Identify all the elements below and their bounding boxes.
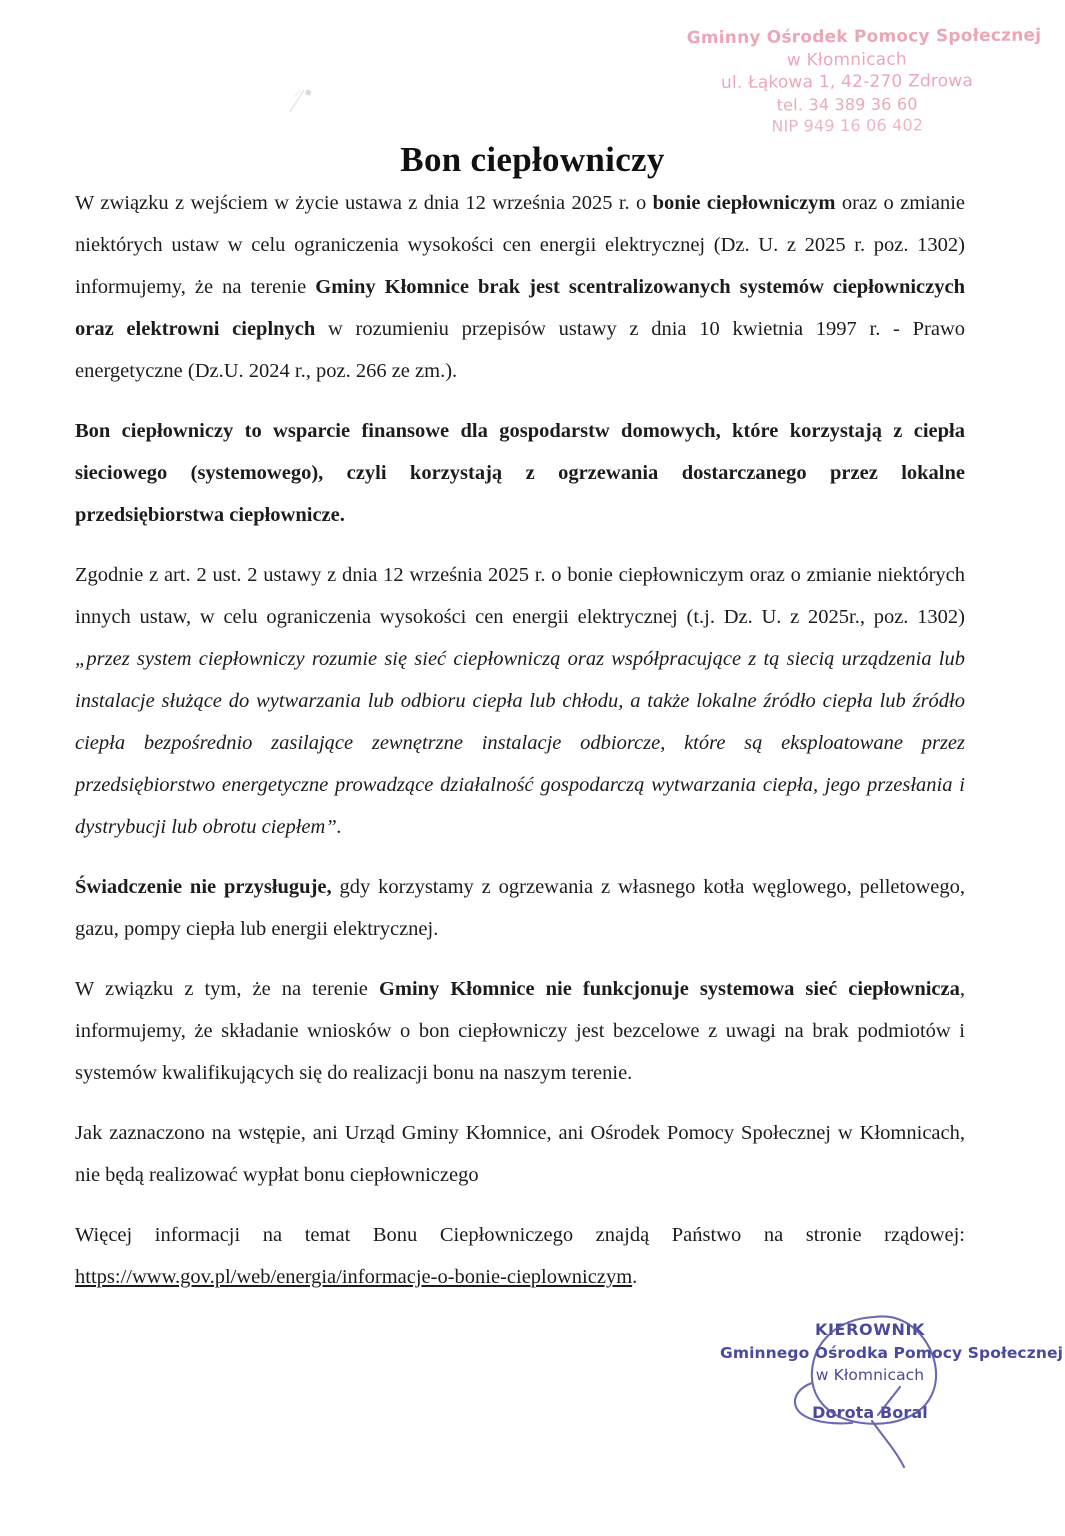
paragraph-intro [75,182,965,392]
office-stamp-address: ul. Łąkowa 1, 42-270 Zdrowa [720,71,974,94]
gov-info-link[interactable]: https://www.gov.pl/web/energia/informacje-o-bonie-cieplowniczym [75,1266,633,1288]
paragraph-no-payouts: Jak zaznaczono na wstępie, ani Urząd Gminy Kłomnice, ani Ośrodek Pomocy Społecznej w Kłomnicach, nie będą realizować wypłat bonu ciepłowniczego [75,1122,965,1186]
office-stamp-name: Gminny Ośrodek Pomocy Społecznej [686,25,1042,49]
p3-seg2-italic-quote: „przez system ciepłowniczy rozumie się sieć ciepłowniczą oraz współpracujące z tą siecią urządzenia lub instalacje służące do wytwarzania lub odbioru ciepła lub chłodu, a także lokalne źródło ciepła lub źródło ciepła bezpośrednio zasilające zewnętrzne instalacje odbiorcze, które są eksploatowane przez przedsiębiorstwo energetyczne prowadzące działalność gospodarczą wytwarzania ciepła, jego przesłania i dystrybucji lub obrotu ciepłem”. [75,648,965,838]
signature-stamp-organization: Gminnego Ośrodka Pomocy Społecznej [720,1343,1063,1362]
office-stamp-phone: tel. 34 389 36 60 [776,94,918,115]
p1-seg3: oraz o zmianie niektórych ustaw w celu ograniczenia wysokości cen energii elektrycznej (Dz. U. z 2025 r. poz. 1302) informujemy, że na terenie [75,192,965,298]
p7-seg1: Więcej informacji na temat Bonu Ciepłowniczego znajdą Państwo na stronie rządowej: [75,1224,965,1246]
paragraph-definition-bold: Bon ciepłowniczy to wsparcie finansowe dla gospodarstw domowych, które korzystają z ciepła sieciowego (systemowego), czyli korzystają z ogrzewania dostarczanego przez lokalne przedsiębiorstwa ciepłownicze. [75,420,965,526]
signature-stamp-locality: w Kłomnicach [815,1365,925,1384]
p4-seg2: gdy korzystamy z ogrzewania z własnego kotła węglowego, pelletowego, gazu, pompy ciepła lub energii elektrycznej. [75,876,965,940]
office-stamp-locality: w Kłomnicach [786,49,907,71]
p1-seg4-bold: Gminy Kłomnice brak jest scentralizowanych systemów ciepłowniczych oraz elektrowni cieplnych [75,276,966,340]
p1-seg5: w rozumieniu przepisów ustawy z dnia 10 kwietnia 1997 r. - Prawo energetyczne (Dz.U. 2024 r., poz. 266 ze zm.). [75,318,965,382]
scan-smudge-mark [286,84,332,114]
page-title: Bon ciepłowniczy [400,140,665,180]
signature-block [720,1295,1063,1475]
p5-seg3: , informujemy, że składanie wniosków o bon ciepłowniczy jest bezcelowe z uwagi na brak podmiotów i systemów kwalifikujących się do realizacji bonu na naszym terenie. [75,978,965,1084]
p5-seg1: W związku z tym, że na terenie [75,978,379,1000]
signature-stamp-person-name: Dorota Boral [812,1402,928,1422]
p4-seg1-bold: Świadczenie nie przysługuje, [75,876,332,898]
document-body [75,182,965,1298]
paragraph-exclusions [75,866,965,950]
paragraph-legal-quote [75,554,965,848]
p1-seg2-bold: bonie ciepłowniczym [652,192,836,214]
office-stamp [686,25,1042,138]
paragraph-more-info [75,1214,965,1298]
p5-seg2-bold: Gminy Kłomnice nie funkcjonuje systemowa sieć ciepłownicza [378,978,960,1000]
p7-seg3: . [632,1266,638,1288]
office-stamp-tax-id: NIP 949 16 06 402 [771,115,924,136]
p1-seg1: W związku z wejściem w życie ustawa z dnia 12 września 2025 r. o [75,192,653,214]
signature-stamp-role: KIEROWNIK [815,1320,925,1339]
p3-seg1: Zgodnie z art. 2 ust. 2 ustawy z dnia 12 września 2025 r. o bonie ciepłowniczym oraz o zmianie niektórych innych ustaw, w celu ograniczenia wysokości cen energii elektrycznej (t.j. Dz. U. z 2025r., poz. 1302) [75,564,965,628]
signature-stamp [720,1319,1063,1424]
paragraph-no-network [75,968,965,1094]
